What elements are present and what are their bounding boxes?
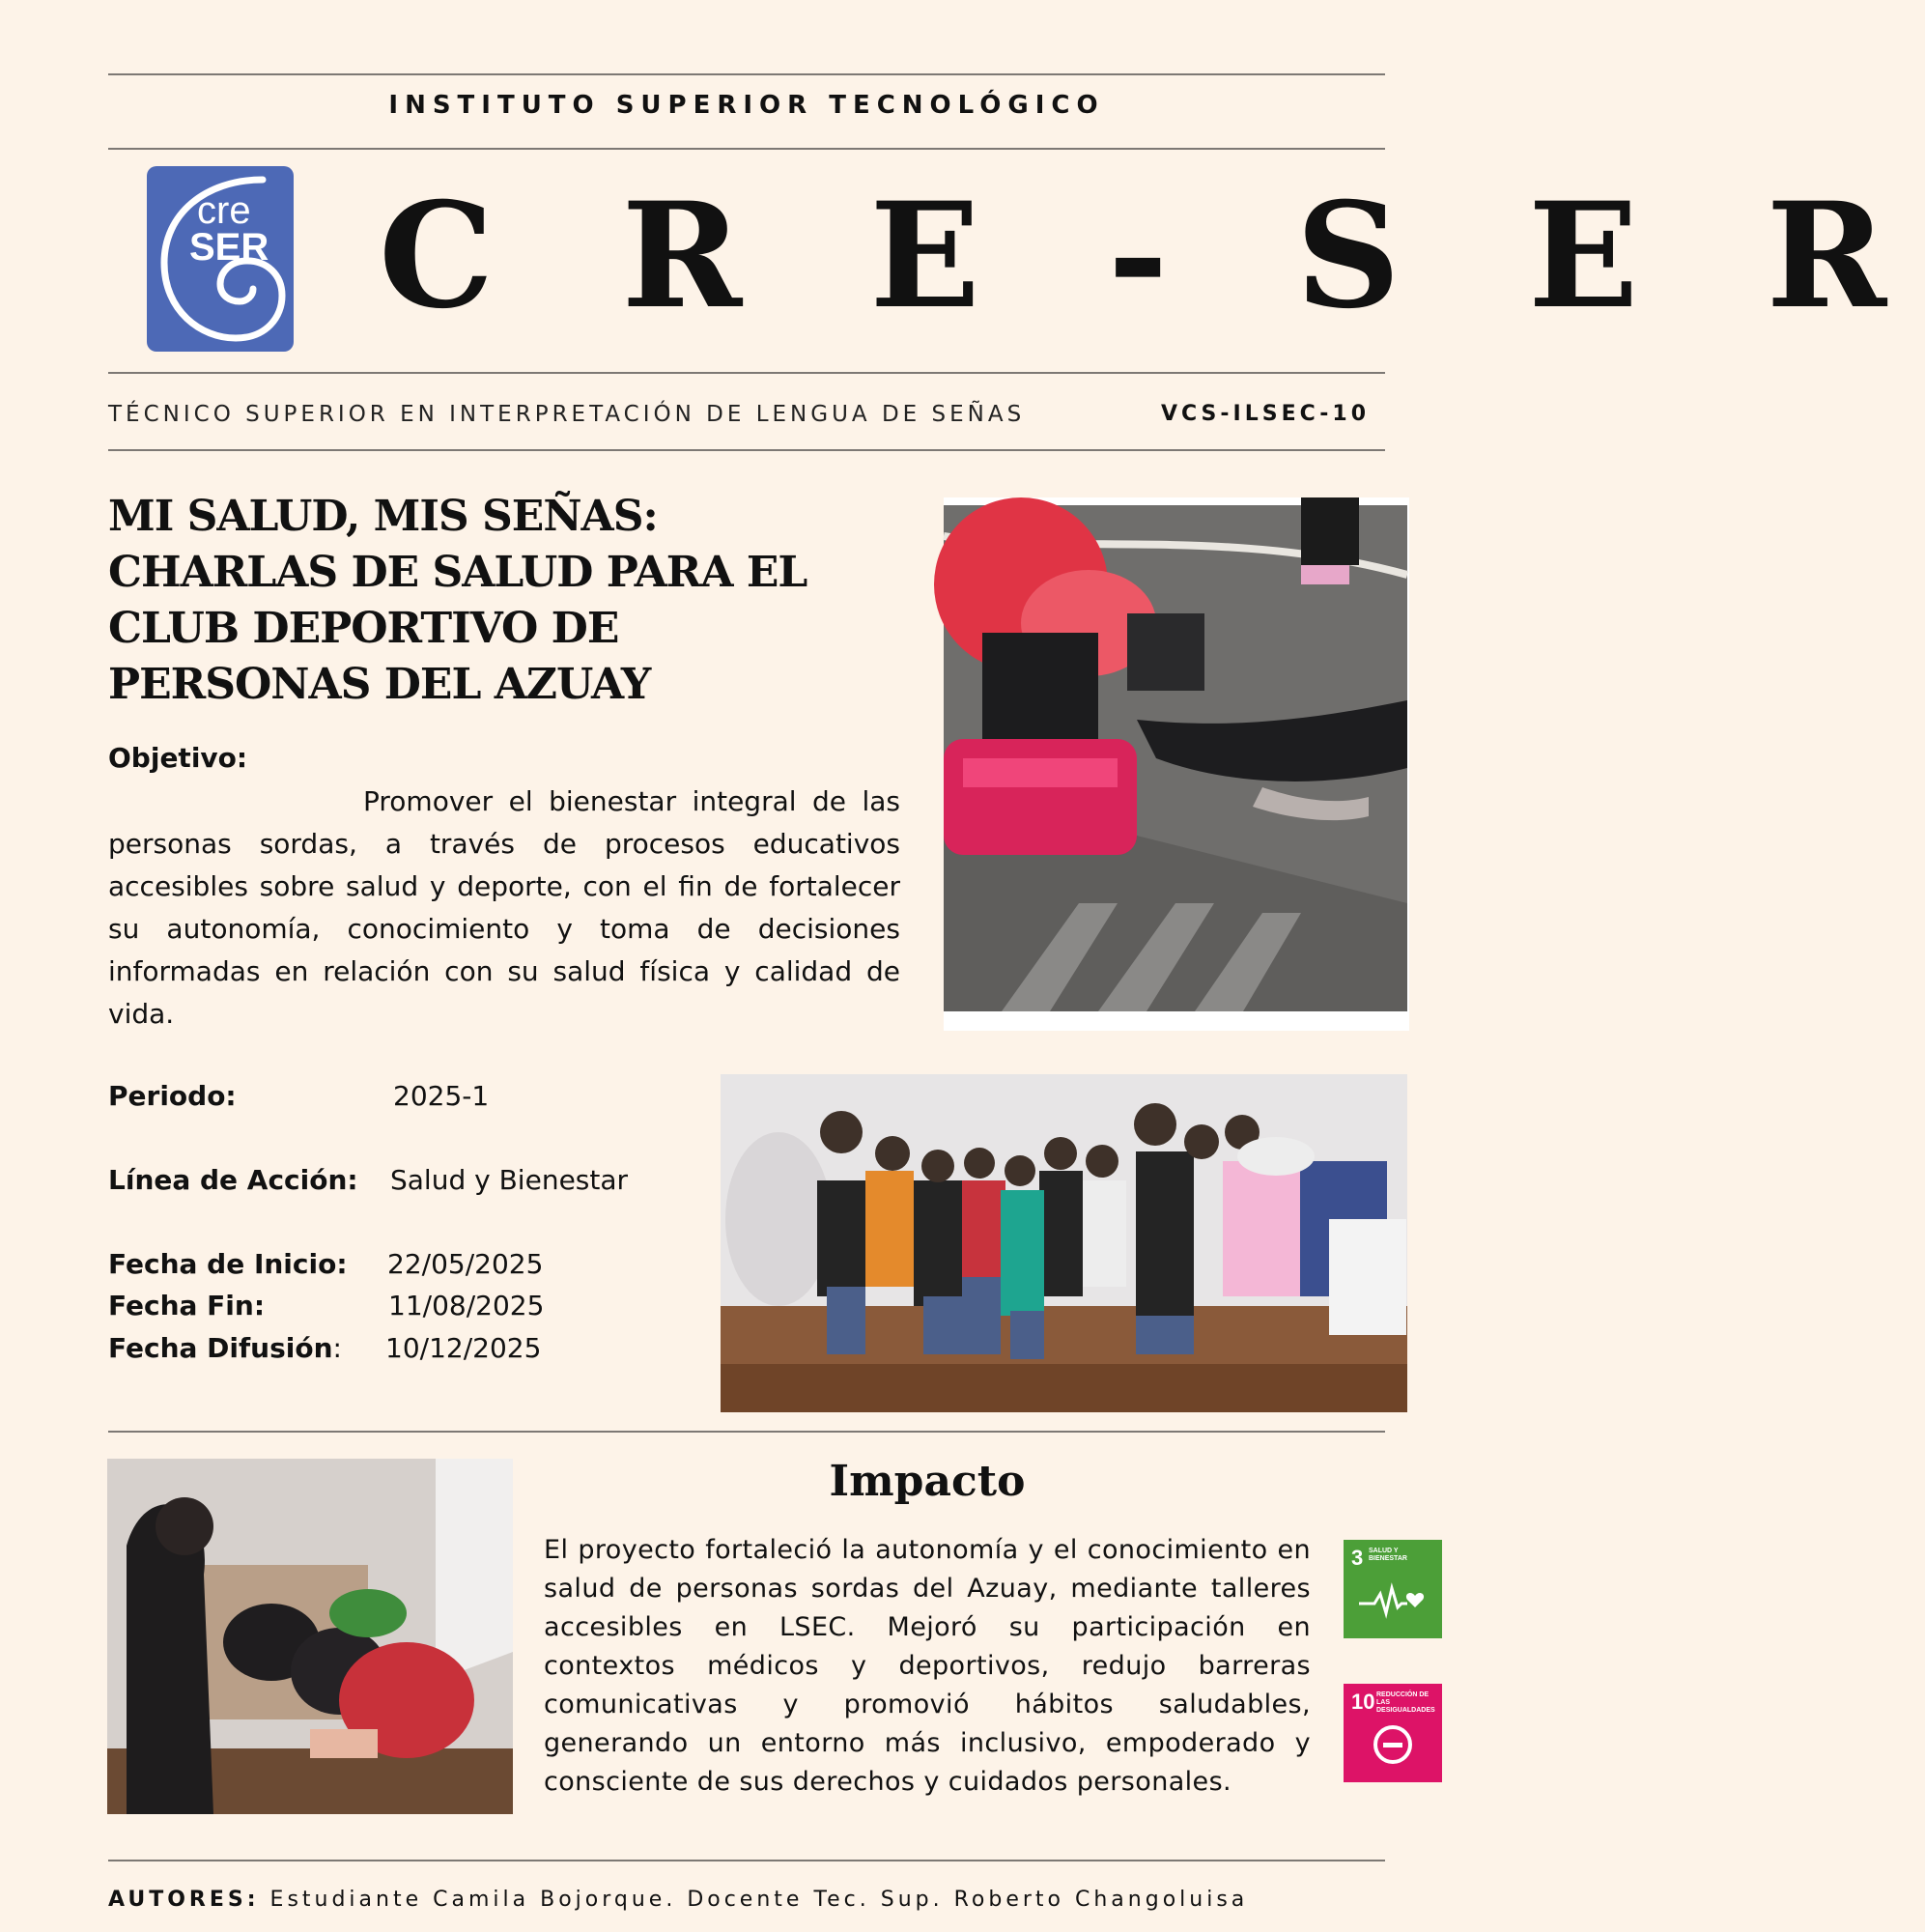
rule-below-program (108, 449, 1385, 451)
logo-text-bottom: SER (189, 226, 269, 269)
sdg-3-label: SALUD Y BIENESTAR (1369, 1548, 1407, 1562)
inicio-label: Fecha de Inicio: (108, 1248, 348, 1280)
project-code: VCS-ILSEC-10 (1160, 402, 1370, 426)
inicio-row (108, 1248, 544, 1280)
logo-text-top: cre (197, 189, 251, 232)
periodo-label: Periodo: (108, 1080, 237, 1112)
difusion-label: Fecha Difusión (108, 1332, 333, 1364)
sdg-10-number: 10 (1351, 1690, 1375, 1714)
linea-label: Línea de Acción: (108, 1164, 358, 1196)
program-name: TÉCNICO SUPERIOR EN INTERPRETACIÓN DE LENGUA DE SEÑAS (108, 402, 1026, 427)
fin-row (108, 1290, 545, 1321)
rule-under-institute (108, 148, 1385, 150)
difusion-colon: : (332, 1332, 342, 1364)
objective-body: Promover el bienestar integral de las personas sordas, a través de procesos educativos accesibles sobre salud y deporte, con el fin de fortalecer su autonomía, conocimiento y toma de decisiones informadas en relación con su salud física y calidad de vida. (108, 785, 900, 1030)
rule-above-footer (108, 1860, 1385, 1861)
objective-label: Objetivo: (108, 742, 248, 774)
authors-label: AUTORES: (108, 1888, 260, 1912)
photo-classroom (107, 1459, 513, 1814)
sdg-10-label: REDUCCIÓN DE LAS DESIGUALDADES (1376, 1691, 1435, 1714)
difusion-value: 10/12/2025 (385, 1332, 542, 1364)
creser-logo (147, 166, 294, 352)
impact-text: El proyecto fortaleció la autonomía y el conocimiento en salud de personas sordas del Azuay, mediante talleres accesibles en LSEC. Mejoró su participación en contextos médicos y deportivos, redujo barreras comunicativas y promovió hábitos saludables, generando un entorno más inclusivo, empoderado y consciente de sus derechos y cuidados personales. (544, 1535, 1311, 1797)
impact-title: Impacto (829, 1457, 1026, 1506)
objective-text (108, 781, 900, 1036)
equality-icon (1371, 1722, 1415, 1767)
periodo-row (108, 1080, 490, 1112)
fin-label: Fecha Fin: (108, 1290, 266, 1321)
project-title: MI SALUD, MIS SEÑAS: CHARLAS DE SALUD PARA EL CLUB DEPORTIVO DE PERSONAS DEL AZUAY (108, 492, 807, 709)
authors-names: Estudiante Camila Bojorque. Docente Tec. Sup. Roberto Changoluisa (259, 1888, 1249, 1912)
periodo-value: 2025-1 (393, 1080, 490, 1112)
top-rule (108, 73, 1385, 75)
brand-title: C R E - S E R (379, 171, 1925, 341)
photo-group (721, 1074, 1407, 1412)
sdg-3-number: 3 (1351, 1546, 1364, 1570)
rule-above-program (108, 372, 1385, 374)
photo-first-aid (944, 497, 1409, 1031)
rule-above-impact (108, 1431, 1385, 1433)
sdg-10-badge (1344, 1684, 1442, 1782)
authors-line (108, 1888, 1248, 1912)
institute-name: INSTITUTO SUPERIOR TECNOLÓGICO (388, 91, 1105, 120)
fin-value: 11/08/2025 (388, 1290, 545, 1321)
inicio-value: 22/05/2025 (387, 1248, 544, 1280)
heartbeat-icon (1357, 1582, 1429, 1621)
difusion-row (108, 1332, 542, 1364)
linea-value: Salud y Bienestar (390, 1164, 629, 1196)
linea-row (108, 1164, 629, 1196)
sdg-3-badge (1344, 1540, 1442, 1638)
